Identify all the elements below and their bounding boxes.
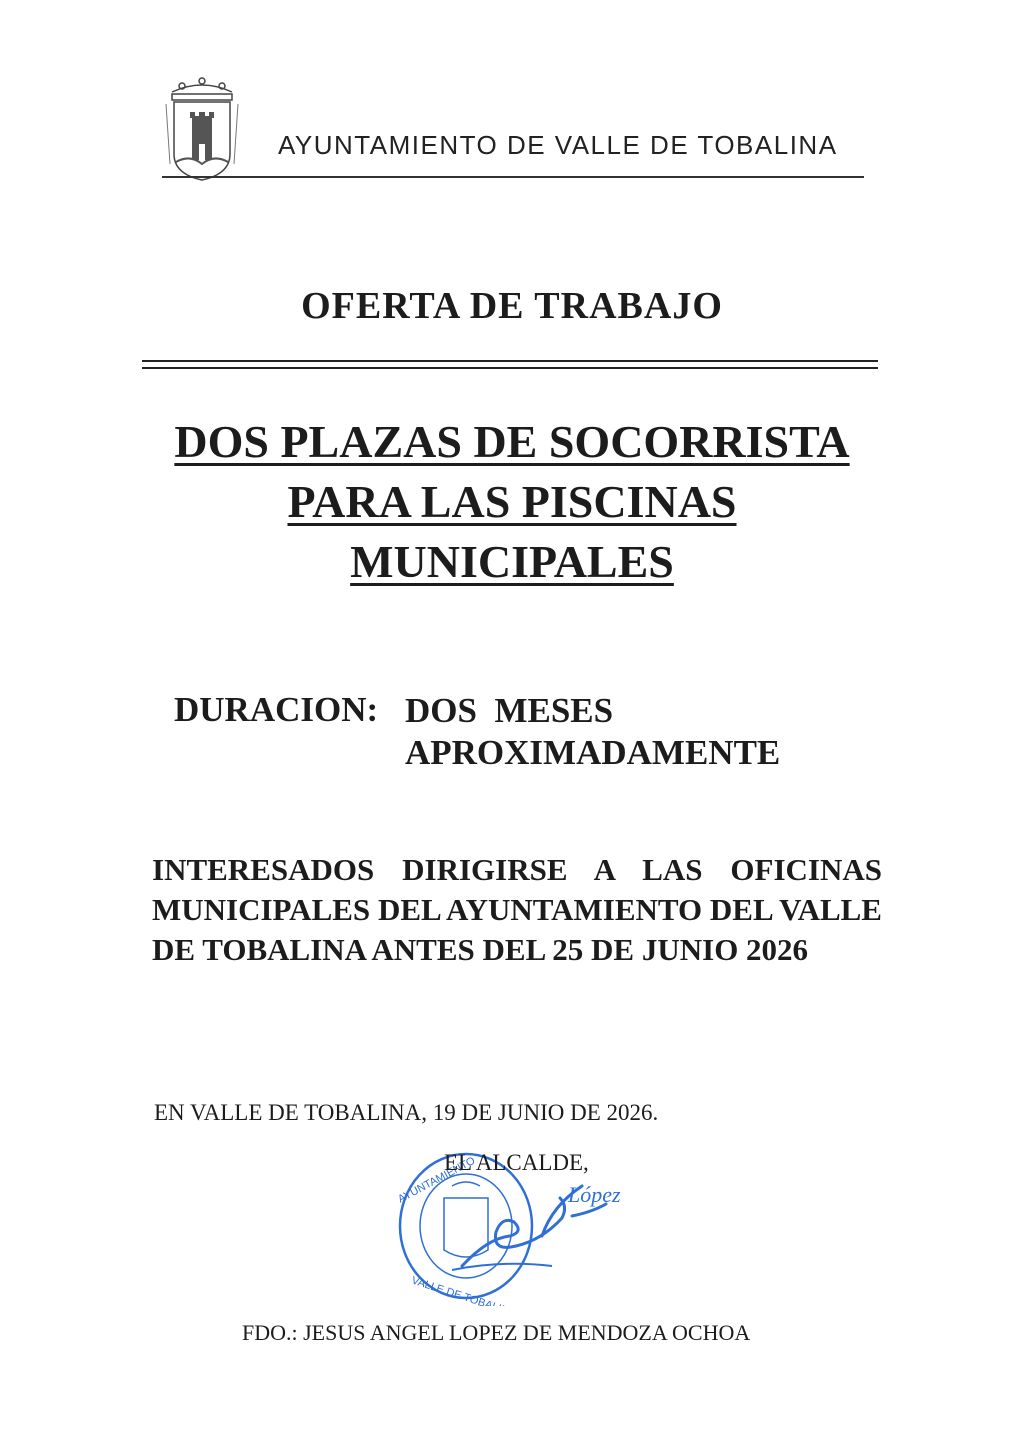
coat-of-arms-icon [162,74,242,184]
position-line: MUNICIPALES [350,536,674,587]
application-instructions: INTERESADOS DIRIGIRSE A LAS OFICINAS MUNICIPALES DEL AYUNTAMIENTO DEL VALLE DE TOBALINA ANTES DEL 25 DE JUNIO 2026 [152,852,882,967]
offer-title: OFERTA DE TRABAJO [301,285,723,327]
signatory-name: FDO.: JESUS ANGEL LOPEZ DE MENDOZA OCHOA [242,1320,751,1345]
position-line: DOS PLAZAS DE SOCORRISTA [174,416,850,467]
duration-value [405,690,780,774]
position-line: PARA LAS PISCINAS [287,476,737,527]
organization-name: AYUNTAMIENTO DE VALLE DE TOBALINA [278,130,838,160]
svg-text:López: López [568,1182,621,1207]
title-double-rule [142,360,878,369]
svg-text:AYUNTAMIENTO: AYUNTAMIENTO [395,1154,478,1206]
svg-text:VALLE DE TOBALINA: VALLE DE TOBALINA [409,1274,518,1306]
header-divider [162,176,864,178]
duration-line: DOS MESES [405,691,614,730]
duration-line: APROXIMADAMENTE [405,733,781,772]
mayor-title: EL ALCALDE, [444,1150,589,1175]
place-and-date: EN VALLE DE TOBALINA, 19 DE JUNIO DE 2026. [154,1100,659,1125]
position-headline [0,412,1024,592]
duration-label: DURACION: [174,690,379,729]
